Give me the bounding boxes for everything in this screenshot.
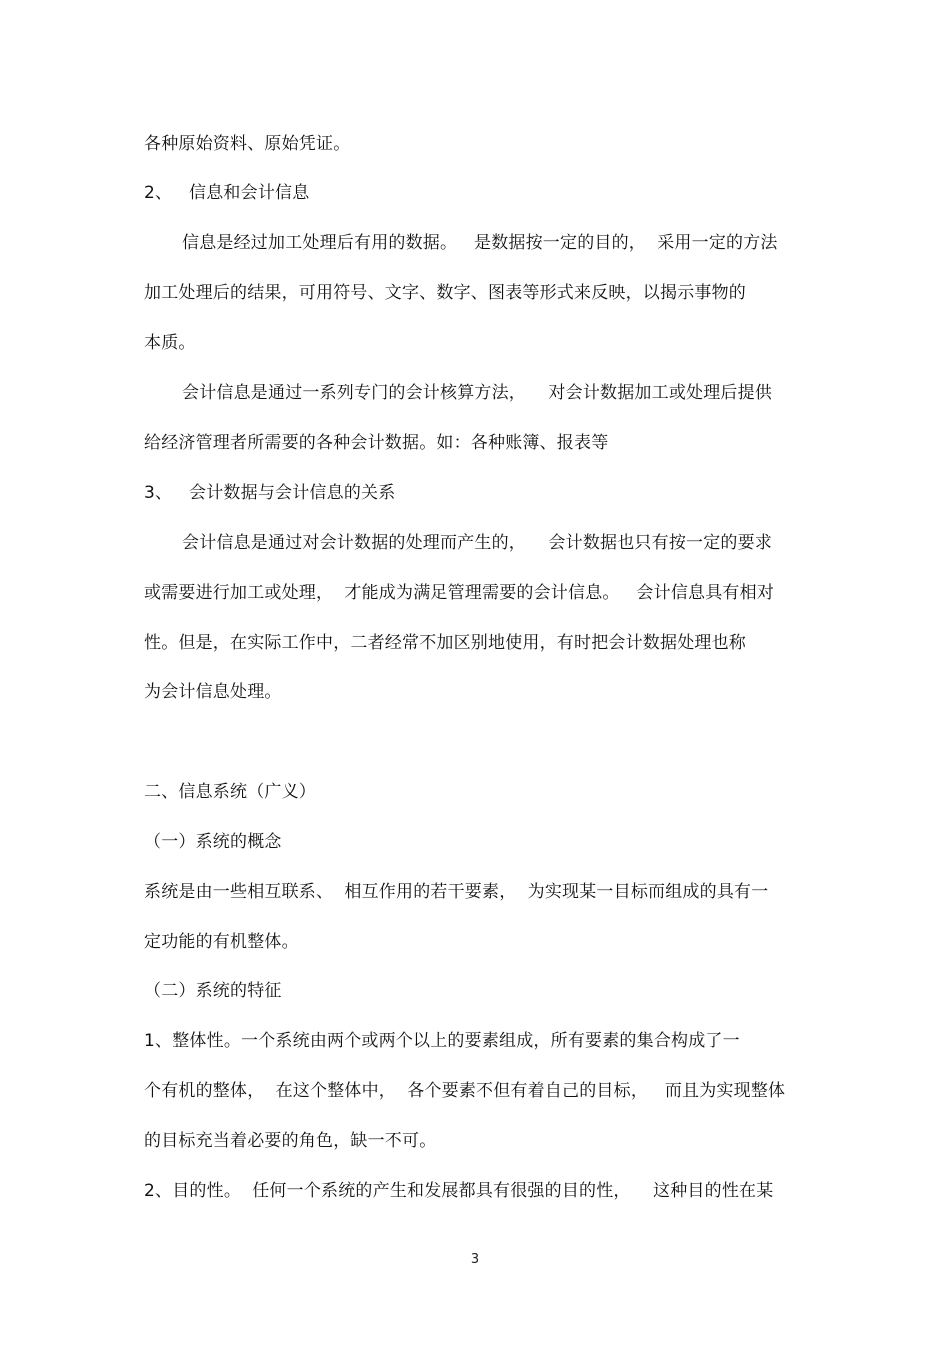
paragraph-line: 2、目的性。 任何一个系统的产生和发展都具有很强的目的性， 这种目的性在某 [144, 1181, 774, 1201]
section-heading: 2、 信息和会计信息 [144, 183, 310, 203]
subheading: （二）系统的特征 [144, 981, 282, 1001]
paragraph-line: 为会计信息处理。 [144, 682, 282, 702]
paragraph-line: 的目标充当着必要的角色，缺一不可。 [144, 1131, 437, 1151]
paragraph-line: 给经济管理者所需要的各种会计数据。如：各种账簿、报表等 [144, 433, 609, 453]
paragraph-line: 性。但是，在实际工作中，二者经常不加区别地使用，有时把会计数据处理也称 [144, 633, 746, 653]
paragraph-line: 系统是由一些相互联系、 相互作用的若干要素， 为实现某一目标而组成的具有一 [144, 882, 769, 902]
paragraph-line: 定功能的有机整体。 [144, 932, 299, 952]
paragraph-line: 个有机的整体， 在这个整体中， 各个要素不但有着自己的目标， 而且为实现整体 [144, 1081, 786, 1101]
section-heading: 3、 会计数据与会计信息的关系 [144, 483, 396, 503]
paragraph-line: 信息是经过加工处理后有用的数据。 是数据按一定的目的， 采用一定的方法 [182, 233, 778, 253]
paragraph-line: 会计信息是通过对会计数据的处理而产生的， 会计数据也只有按一定的要求 [182, 533, 773, 553]
paragraph-line: 或需要进行加工或处理， 才能成为满足管理需要的会计信息。 会计信息具有相对 [144, 583, 775, 603]
chapter-heading: 二、信息系统（广义） [144, 782, 316, 802]
paragraph-line: 加工处理后的结果，可用符号、文字、数字、图表等形式来反映，以揭示事物的 [144, 283, 746, 303]
paragraph-line: 本质。 [144, 333, 196, 353]
subheading: （一）系统的概念 [144, 832, 282, 852]
paragraph-line: 会计信息是通过一系列专门的会计核算方法， 对会计数据加工或处理后提供 [182, 383, 773, 403]
page-number: 3 [470, 1252, 480, 1267]
text-line: 各种原始资料、原始凭证。 [144, 134, 351, 154]
paragraph-line: 1、整体性。一个系统由两个或两个以上的要素组成，所有要素的集合构成了一 [144, 1031, 740, 1051]
